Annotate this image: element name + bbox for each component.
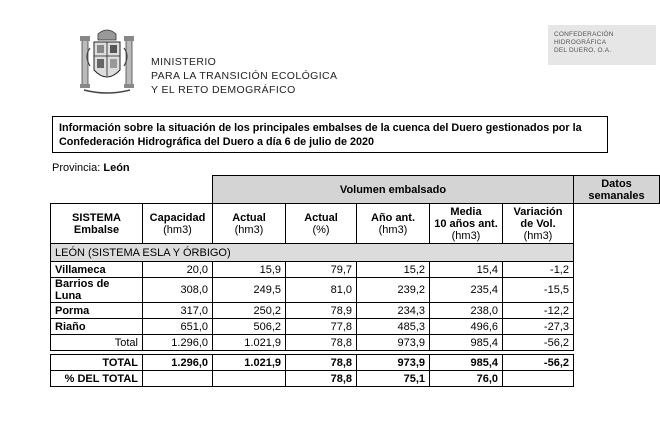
province-value: León	[103, 162, 130, 174]
col-header-actual-hm3: Actual (hm3)	[213, 204, 286, 244]
col-header-ano-ant: Año ant. (hm3)	[357, 204, 430, 244]
coat-of-arms-icon	[76, 26, 138, 98]
reservoir-table	[50, 175, 660, 387]
total-row: TOTAL 1.296,0 1.021,9 78,8 973,9 985,4 -56,2	[51, 355, 660, 371]
subtotal-row: Total 1.296,0 1.021,9 78,8 973,9 985,4 -56,2	[51, 335, 660, 351]
col-header-sistema: SISTEMA Embalse	[51, 204, 143, 244]
col-header-capacidad: Capacidad (hm3)	[143, 204, 213, 244]
table-row: Barrios de Luna 308,0 249,5 81,0 239,2 235,4 -15,5	[51, 278, 660, 303]
table-row: Villameca 20,0 15,9 79,7 15,2 15,4 -1,2	[51, 262, 660, 278]
table-row: Riaño 651,0 506,2 77,8 485,3 496,6 -27,3	[51, 319, 660, 335]
logo-line: DEL DUERO, O.A.	[554, 47, 612, 54]
col-header-media: Media 10 años ant. (hm3)	[430, 204, 503, 244]
logo-line: CONFEDERACIÓN	[554, 31, 614, 38]
weekly-group-header: Datos semanales	[574, 176, 660, 204]
section-header: LEÓN (SISTEMA ESLA Y ÓRBIGO)	[51, 244, 574, 262]
confederation-logo	[548, 25, 656, 65]
info-box: Información sobre la situación de los principales embalses de la cuenca del Duero gestionados por la Confederación Hidrográfica del Duero a día 6 de julio de 2020	[52, 116, 608, 153]
ministry-line: Y EL RETO DEMOGRÁFICO	[151, 84, 296, 96]
logo-line: HIDROGRÁFICA	[554, 39, 607, 46]
ministry-line: MINISTERIO	[151, 56, 217, 68]
volume-group-header: Volumen embalsado	[213, 176, 574, 204]
table-row: Porma 317,0 250,2 78,9 234,3 238,0 -12,2	[51, 303, 660, 319]
ministry-line: PARA LA TRANSICIÓN ECOLÓGICA	[151, 70, 338, 82]
col-header-actual-pct: Actual (%)	[286, 204, 357, 244]
pct-total-row: % DEL TOTAL 78,8 75,1 76,0	[51, 371, 660, 387]
province-line	[52, 162, 130, 174]
col-header-variacion: Variación de Vol. (hm3)	[503, 204, 574, 244]
ministry-name	[151, 55, 337, 97]
province-label: Provincia:	[52, 162, 101, 174]
